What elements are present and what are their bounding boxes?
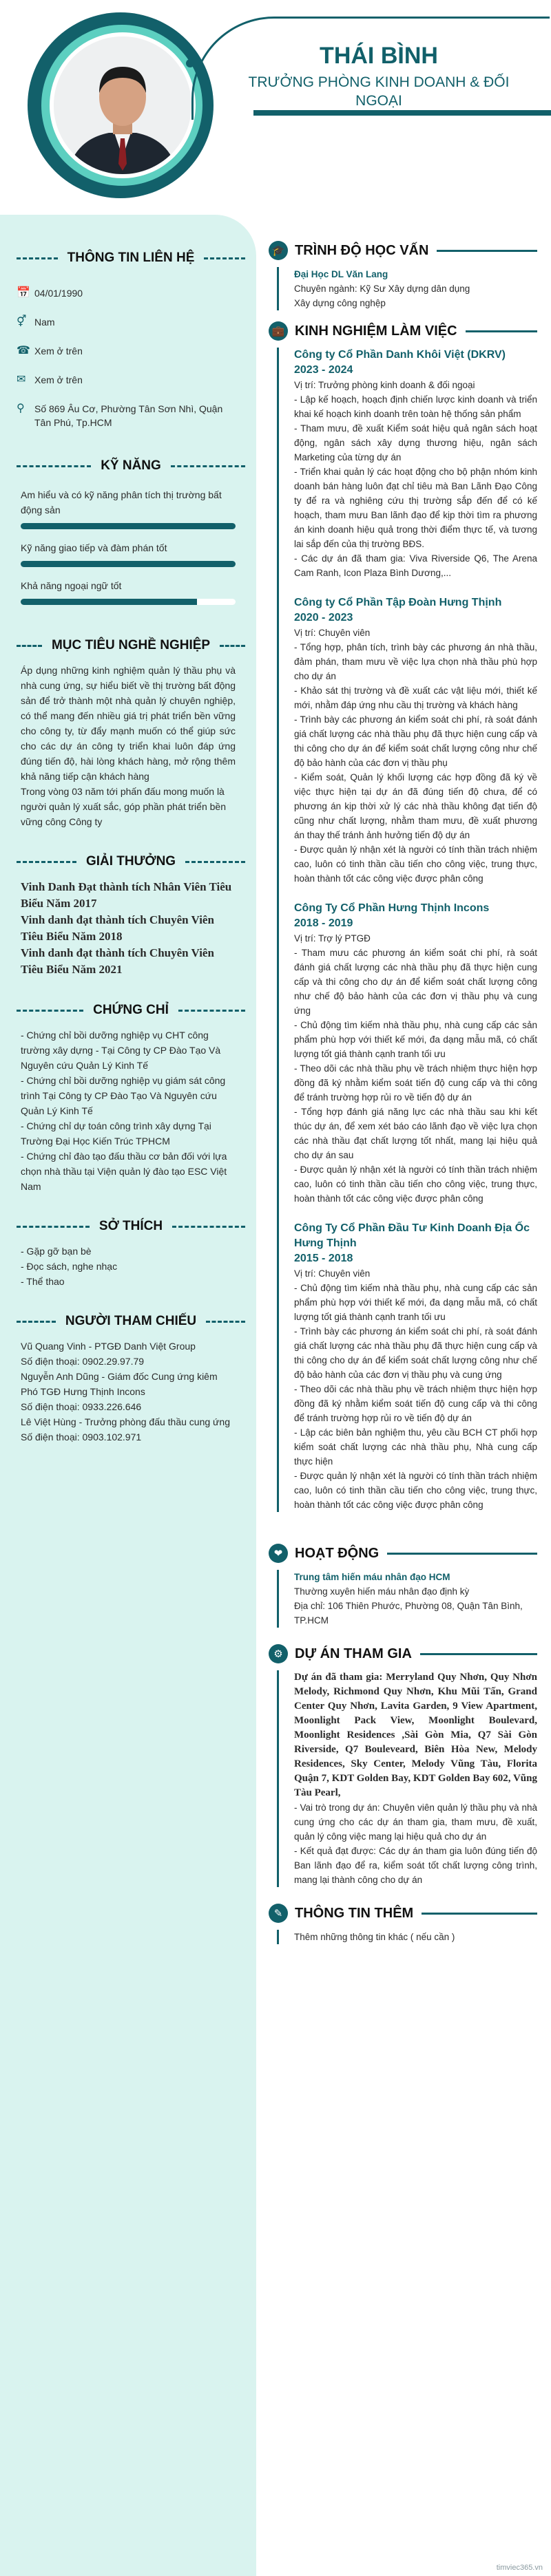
job-company: Công ty Cổ Phần Danh Khôi Việt (DKRV) — [294, 349, 506, 361]
ref-name: Nguyễn Anh Dũng - Giám đốc Cung ứng kiêm Phó TGĐ Hưng Thịnh Incons — [21, 1371, 218, 1397]
projects-result: - Kết quả đạt được: Các dự án tham gia luôn đúng tiến độ Ban lãnh đạo để ra, kiểm soát tốt chất lượng công trình, mang lại thành công cho dự án — [294, 1846, 537, 1885]
graduation-cap-icon: 🎓 — [269, 241, 288, 260]
certs-section-title: CHỨNG CHỈ — [17, 1003, 245, 1018]
job-years: 2020 - 2023 — [294, 612, 353, 624]
phone-value[interactable]: Xem ở trên — [34, 345, 83, 356]
skill-level-bar — [21, 523, 236, 529]
briefcase-icon: 💼 — [269, 321, 288, 341]
experience-section — [269, 321, 537, 341]
ref-phone: Số điện thoại: 0902.29.97.79 — [21, 1356, 145, 1367]
objective-text: Áp dụng những kinh nghiệm quản lý thầu phụ và nhà cung ứng, sự hiểu biết về thị trường bất động sản để trở thành một nhà quản lý chuyên nghiệp, có thể mang đến nhiều giá trị phát triển bền vững cho công ty, từ đẩy mạnh muốn có thể giúp sức cho các dự án công ty triển khai luôn đáp ứng đúng tiến độ, hài lòng khách hàng, mở rộng thêm khả năng tiếp cận khách hàng — [21, 665, 236, 782]
cert-item: - Chứng chỉ dự toán công trình xây dựng Tại Trường Đại Học Kiến Trúc TPHCM — [21, 1120, 211, 1147]
skill-label: Khả năng ngoại ngữ tốt — [21, 580, 122, 591]
job-company: Công Ty Cổ Phần Hưng Thịnh Incons — [294, 902, 490, 914]
activity-desc: Thường xuyên hiến máu nhân đạo định kỳ — [294, 1586, 470, 1597]
objective-section-title: MỤC TIÊU NGHỀ NGHIỆP — [17, 638, 245, 653]
hobbies-section-title: SỞ THÍCH — [17, 1219, 245, 1234]
job-duty: - Tham mưu, đề xuất Kiểm soát hiệu quả ngân sách hoạt động, ngân sách xây dựng thương hiệu, ngân sách Marketing của từng dự án — [294, 423, 537, 462]
gender-icon: ⚥ — [17, 316, 27, 328]
job-duty: - Kiểm soát, Quản lý khối lượng các hợp đồng đã ký về việc thực hiện tại dự án đã đúng tiến độ chưa, để có phương án kịp thời xử lý các nhà thầu không đạt tiến độ cũng như chất lượng, nhằm tham mưu, đề xuất phương án thay thế tránh ảnh hưởng tiến độ dự án — [294, 772, 537, 840]
education-note: Xây dựng công nghệp — [294, 298, 386, 308]
email-value[interactable]: Xem ở trên — [34, 374, 83, 385]
skill-level-fill — [21, 523, 236, 529]
cert-item: - Chứng chỉ bồi dưỡng nghiệp vụ CHT công trường xây dựng - Tại Công ty CP Đào Tạo Và Nguyên cứu Quản Lý Kinh Tế — [21, 1030, 221, 1071]
skill-item — [0, 578, 256, 605]
contact-section-title: THÔNG TIN LIÊN HỆ — [17, 251, 245, 266]
candidate-role: TRƯỞNG PHÒNG KINH DOANH & ĐỐI NGOẠI — [248, 74, 510, 109]
candidate-name: THÁI BÌNH — [320, 43, 438, 69]
info-icon: ✎ — [269, 1904, 288, 1923]
job-position: Vị trí: Trợ lý PTGĐ — [294, 933, 371, 944]
address-value: Số 869 Âu Cơ, Phường Tân Sơn Nhì, Quận Tân Phú, Tp.HCM — [34, 403, 223, 428]
job-years: 2018 - 2019 — [294, 917, 353, 929]
other-section — [269, 1904, 537, 1923]
job-years: 2015 - 2018 — [294, 1253, 353, 1264]
education-section — [269, 241, 537, 260]
skill-level-fill — [21, 561, 236, 567]
job-duty: - Theo dõi các nhà thầu phụ về trách nhiệm thực hiện hợp đồng đã ký nhằm kiểm soát tiến độ cung cấp và thi công để tránh trường hợp rủi ro về tiến độ dự án — [294, 1063, 537, 1103]
job-duty: - Triển khai quản lý các hoạt động cho bộ phận nhóm kinh doanh bán hàng luôn đạt chỉ tiêu mà Ban Lãnh Đạo Công ty để ra và nghiêng cứu thị trường sắp đến để có kế hoạch, tham mưu Ban lãnh đạo để kịp thời tìm ra phương án kinh doanh hiệu quả trong thời điểm thực tế, và tương lai sắp đến của thị trường BĐS. — [294, 467, 537, 549]
skill-label: Kỹ năng giao tiếp và đàm phán tốt — [21, 542, 167, 553]
skill-level-bar — [21, 599, 236, 605]
job-duty: - Chủ động tìm kiếm nhà thầu phụ, nhà cung cấp các sản phẩm phù hợp với thiết kế mới, đa dạng mẫu mã, có chất lượng tốt giá thành cạnh tranh tối ưu — [294, 1020, 537, 1059]
other-text: Thêm những thông tin khác ( nếu cần ) — [294, 1932, 455, 1942]
left-column — [0, 215, 256, 2576]
skill-item — [0, 487, 256, 529]
avatar — [50, 32, 196, 178]
job-entry — [294, 595, 537, 886]
experience-title: KINH NGHIỆM LÀM VIỆC — [295, 323, 457, 339]
job-duty: - Tham mưu các phương án kiểm soát chi phí, rà soát đánh giá chất lượng các nhà thầu phụ đã thực hiện cung cấp và thi công cho dự án để kiểm soát chất lượng công như chế độ bảo hành của các đơn vị thầu phụ và cung ứng — [294, 948, 537, 1016]
activities-title: HOẠT ĐỘNG — [295, 1545, 380, 1561]
job-duty: - Được quản lý nhận xét là người có tính thần trách nhiệm cao, luôn có tinh thần cầu tiến cho công việc, trung thực, hoàn thành tốt các công việc được phân công — [294, 844, 537, 884]
ref-name: Vũ Quang Vinh - PTGĐ Danh Việt Group — [21, 1341, 196, 1352]
cv-header — [0, 0, 551, 206]
job-duty: - Các dự án đã tham gia: Viva Riverside Q6, The Arena Cam Ranh, Icon Plaza Bình Dương,... — [294, 553, 537, 578]
activities-timeline — [277, 1570, 537, 1628]
hobby-item: - Thể thao — [21, 1276, 65, 1287]
job-company: Công ty Cổ Phần Tập Đoàn Hưng Thịnh — [294, 597, 502, 608]
awards-section-title: GIẢI THƯỞNG — [17, 854, 245, 869]
award-item: Vinh danh đạt thành tích Chuyên Viên Tiêu Biểu Năm 2021 — [21, 946, 214, 976]
activity-org: Trung tâm hiến máu nhân đạo HCM — [294, 1572, 450, 1582]
skill-level-fill — [21, 599, 197, 605]
job-entry — [294, 901, 537, 1206]
watermark: timviec365.vn — [496, 2564, 543, 2572]
location-icon: ⚲ — [17, 403, 25, 414]
header-underline — [253, 110, 551, 154]
projects-timeline — [277, 1670, 537, 1887]
projects-title: DỰ ÁN THAM GIA — [295, 1646, 412, 1661]
education-major: Chuyên ngành: Kỹ Sư Xây dựng dân dụng — [294, 284, 470, 294]
experience-timeline — [277, 348, 537, 1512]
projects-list: Dự án đã tham gia: Merryland Quy Nhơn, Quy Nhơn Melody, Richmond Quy Nhơn, Khu Mũi Tấn, Grand Center Quy Nhơn, Lavita Garden, 9 View Apartment, Moonlight Pack View, Moonlight Boulevard, Moonlight Residences ,Sài Gòn Mia, Q7 Sài Gòn Riverside, Q7 Bouleveard, Biên Hòa New, Melody Residences, Sky Center, Melody Vũng Tàu, Florita Quận 7, KDT Golden Bay, KDT Golden Bay 602, Vũng Tàu Pearl, — [294, 1672, 537, 1798]
job-position: Vị trí: Chuyên viên — [294, 1268, 371, 1279]
job-position: Vị trí: Chuyên viên — [294, 628, 371, 638]
job-duty: - Tổng hợp đánh giá năng lực các nhà thầu sau khi kết thúc dự án, để xem xét báo cáo lãnh đạo về việc lựa chọn các nhà thầu đạt chất lượng tốt nhất, mang lại hiệu quả cho dự án sau — [294, 1107, 537, 1160]
decoration-dot — [186, 59, 194, 67]
award-item: Vinh danh đạt thành tích Chuyên Viên Tiêu Biểu Năm 2018 — [21, 913, 214, 943]
heart-icon: ❤ — [269, 1544, 288, 1563]
skills-list — [0, 487, 256, 605]
gender-value: Nam — [34, 317, 55, 328]
job-company: Công Ty Cổ Phần Đầu Tư Kinh Doanh Địa Ốc Hưng Thịnh — [294, 1222, 530, 1249]
job-duty: - Trình bày các phương án kiểm soát chi phí, rà soát đánh giá chất lượng các nhà thầu phụ đã thực hiện cung cấp và thi công cho dự án để kiểm soát chất lượng công như chế độ bảo hành của các đơn vị thầu phụ — [294, 714, 537, 768]
cert-item: - Chứng chỉ bồi dưỡng nghiệp vụ giám sát công trình Tại Công ty CP Đào Tạo Và Nguyên cứu Quản Lý Kinh Tế — [21, 1075, 226, 1116]
job-entry — [294, 348, 537, 580]
other-timeline — [277, 1930, 537, 1944]
job-duty: - Được quản lý nhận xét là người có tính thần trách nhiệm cao, luôn có tinh thần cầu tiến cho công việc, trung thực, hoàn thành tốt các công việc được phân công — [294, 1164, 537, 1204]
hobby-item: - Đọc sách, nghe nhạc — [21, 1261, 118, 1272]
school-name: Đại Học DL Văn Lang — [294, 269, 388, 279]
job-duty: - Khảo sát thị trường và đề xuất các vật liệu mới, thiết kế mới, nhằm đáp ứng nhu cầu thị trường và khách hàng — [294, 685, 537, 710]
job-entry — [294, 1221, 537, 1512]
skills-section-title: KỸ NĂNG — [17, 458, 245, 473]
job-duty: - Theo dõi các nhà thầu phụ về trách nhiệm thực hiện hợp đồng đã ký nhằm kiểm soát tiến độ cung cấp và thi công để tránh trường hợp rủi ro về tiến độ dự án — [294, 1384, 537, 1423]
skill-item — [0, 540, 256, 567]
phone-icon: ☎ — [17, 345, 30, 356]
calendar-icon: 📅 — [17, 287, 30, 299]
skill-label: Am hiểu và có kỹ năng phân tích thị trường bất động sản — [21, 489, 222, 515]
activity-address: Địa chỉ: 106 Thiên Phước, Phường 08, Quận Tân Bình, TP.HCM — [294, 1601, 523, 1626]
ref-phone: Số điện thoại: 0933.226.646 — [21, 1401, 142, 1412]
job-duty: - Trình bày các phương án kiểm soát chi phí, rà soát đánh giá chất lượng các nhà thầu phụ đã thực hiện cung cấp và thi công cho dự án để kiểm soát chất lượng công như chế độ bảo hành của các đơn vị thầu phụ và cung ứng — [294, 1326, 537, 1380]
other-title: THÔNG TIN THÊM — [295, 1905, 414, 1921]
job-duty: - Lập các biên bản nghiệm thu, yêu cầu BCH CT phối hợp kiểm soát chất lượng các nhà thầu phụ, Nhà cung cấp thực hiện — [294, 1427, 537, 1467]
job-duty: - Được quản lý nhận xét là người có tính thần trách nhiệm cao, luôn có tinh thần cầu tiến cho công việc, trung thực, hoàn thành tốt các công việc được phân công — [294, 1471, 537, 1510]
skill-level-bar — [21, 561, 236, 567]
ref-phone: Số điện thoại: 0903.102.971 — [21, 1431, 142, 1443]
projects-role: - Vai trò trong dự án: Chuyên viên quản lý thầu phụ và nhà cung ứng cho các dự án tham gia, tham mưu, đề xuất, quản lý công việc mang lại hiệu quả cho dự án — [294, 1802, 537, 1842]
job-duty: - Chủ động tìm kiếm nhà thầu phụ, nhà cung cấp các sản phẩm phù hợp với thiết kế mới, đa dạng mẫu mã, có chất lượng tốt giá thành cạnh tranh tối ưu — [294, 1283, 537, 1322]
hobby-item: - Gặp gỡ bạn bè — [21, 1246, 92, 1257]
dob-value: 04/01/1990 — [34, 288, 83, 299]
cert-item: - Chứng chỉ đào tạo đấu thầu cơ bản đối với lựa chọn nhà thầu tại Viện quản lý đào tạo ESC Việt Nam — [21, 1151, 227, 1192]
job-duty: - Tổng hợp, phân tích, trình bày các phương án nhà thầu, đảm phán, tham mưu về việc lựa chọn nhà thầu phù hợp cho dự án — [294, 642, 537, 681]
project-icon: ⚙ — [269, 1644, 288, 1663]
job-duty: - Lập kế hoạch, hoạch định chiến lược kinh doanh và triển khai kế hoạch kinh doanh trên toàn hệ thống sản phẩm — [294, 394, 537, 419]
projects-section — [269, 1644, 537, 1663]
email-icon: ✉ — [17, 374, 26, 385]
job-years: 2023 - 2024 — [294, 364, 353, 376]
right-column — [269, 241, 537, 1944]
objective-text-2: Trong vòng 03 năm tới phấn đấu mong muốn là người quản lý xuất sắc, góp phần phát triển bền vững công Công ty — [21, 786, 226, 827]
education-title: TRÌNH ĐỘ HỌC VẤN — [295, 242, 429, 258]
ref-name: Lê Việt Hùng - Trưởng phòng đấu thầu cung ứng — [21, 1416, 230, 1427]
award-item: Vinh Danh Đạt thành tích Nhân Viên Tiêu Biểu Năm 2017 — [21, 880, 232, 910]
education-timeline — [277, 267, 537, 310]
job-position: Vị trí: Trưởng phòng kinh doanh & đối ngoại — [294, 380, 475, 390]
refs-section-title: NGƯỜI THAM CHIẾU — [17, 1314, 245, 1329]
activities-section — [269, 1544, 537, 1563]
